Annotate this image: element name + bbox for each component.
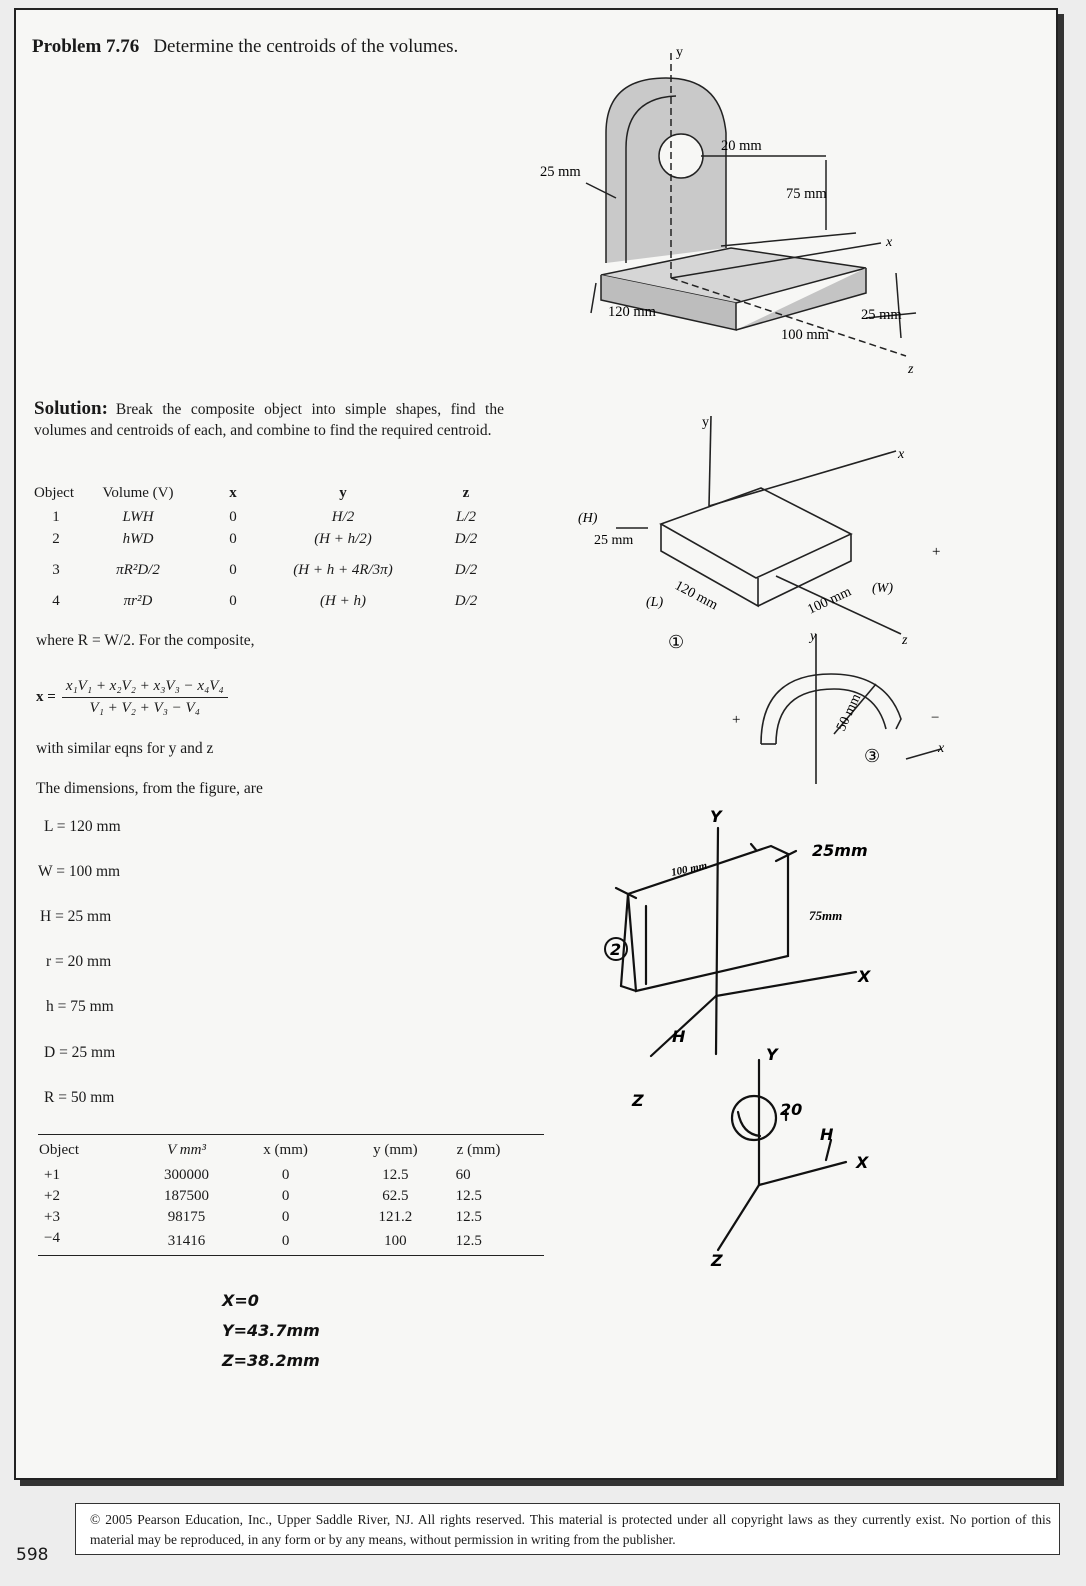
formula-denominator: V₁ + V₂ + V₃ − V₄ xyxy=(89,700,200,716)
table-cell: (H + h) xyxy=(320,592,366,609)
table-cell: (H + h/2) xyxy=(314,530,372,547)
axis-x-label: x xyxy=(886,235,893,250)
sketch1-H-label: (H) xyxy=(578,511,598,526)
sketch3-number: ③ xyxy=(864,746,881,766)
table2-header: V mm³ xyxy=(167,1141,206,1158)
sketch1-L-label: (L) xyxy=(646,595,664,610)
sketch1-number: ① xyxy=(668,632,685,652)
table1-header-row xyxy=(34,480,514,506)
table-cell: D/2 xyxy=(454,530,478,547)
centroid-formula-table xyxy=(34,480,514,612)
answer-z: Z=38.2mm xyxy=(222,1351,320,1370)
table1-header: Volume (V) xyxy=(102,484,174,501)
table-cell: −4 xyxy=(44,1230,60,1246)
answer-y: Y=43.7mm xyxy=(222,1321,320,1340)
table-cell: 121.2 xyxy=(378,1209,413,1225)
table1-header: z xyxy=(462,484,470,501)
hand-sketch-number: 2 xyxy=(610,940,622,959)
hand-sketch-cylinder xyxy=(656,1040,896,1270)
page-sheet xyxy=(14,8,1058,1480)
sketch1-x-label: x xyxy=(898,447,905,462)
table-cell: hWD xyxy=(122,530,154,547)
table-cell: +2 xyxy=(44,1188,60,1204)
centroid-formula xyxy=(36,678,228,717)
hand-sketch-H2-label: H xyxy=(820,1125,834,1144)
hand-sketch-20: 20 xyxy=(780,1100,803,1119)
table-cell: 12.5 xyxy=(455,1188,482,1204)
table-cell: 12.5 xyxy=(455,1233,482,1249)
dim-H: H = 25 mm xyxy=(40,908,112,925)
table-cell: 0 xyxy=(281,1188,290,1204)
table2-header: z (mm) xyxy=(456,1141,501,1158)
table-cell: 0 xyxy=(281,1209,290,1225)
composite-line: where R = W/2. For the composite, xyxy=(36,632,255,649)
hand-sketch-z2-label: Z xyxy=(711,1251,723,1270)
table-cell: 100 xyxy=(384,1233,407,1249)
sketch1-120mm: 120 mm xyxy=(672,578,721,614)
table-cell: 0 xyxy=(229,592,237,609)
sketch1-plus: + xyxy=(932,544,941,560)
table-cell: D/2 xyxy=(454,592,478,609)
table-cell: 2 xyxy=(52,530,60,547)
dim-25mm-left: 25 mm xyxy=(540,164,581,180)
table-row xyxy=(38,1186,544,1207)
table-cell: 98175 xyxy=(167,1209,206,1225)
dim-h: h = 75 mm xyxy=(46,998,114,1015)
table-cell: (H + h + 4R/3π) xyxy=(293,561,393,578)
table-cell: +1 xyxy=(44,1167,60,1183)
sketch1-z-label: z xyxy=(902,633,908,648)
hand-sketch-x-label: X xyxy=(858,967,871,986)
hand-sketch-y-label: Y xyxy=(710,807,722,826)
table-cell: 60 xyxy=(455,1167,471,1183)
sketch3-plus: + xyxy=(732,712,741,728)
problem-title xyxy=(32,36,458,58)
dim-120mm: 120 mm xyxy=(608,304,656,320)
table-cell: πr²D xyxy=(123,592,153,609)
table2-header: Object xyxy=(39,1141,79,1158)
answer-x: X=0 xyxy=(222,1291,259,1310)
problem-statement: Determine the centroids of the volumes. xyxy=(153,36,459,57)
dim-25mm-right: 25 mm xyxy=(861,307,902,323)
solution-paragraph xyxy=(34,398,504,441)
table-cell: 0 xyxy=(229,561,237,578)
table-row xyxy=(34,590,514,612)
solution-heading: Solution: xyxy=(34,398,108,419)
table-cell: 1 xyxy=(52,508,60,525)
hand-sketch-75mm: 75mm xyxy=(809,908,843,923)
sketch3-x-label: x xyxy=(938,741,945,756)
sketch1-25mm: 25 mm xyxy=(594,533,634,548)
table-row xyxy=(38,1228,544,1256)
table-row xyxy=(34,528,514,550)
dim-r: r = 20 mm xyxy=(46,953,112,970)
table1-header: Object xyxy=(34,484,74,501)
sketch-base-plate xyxy=(576,406,956,656)
table-cell: 62.5 xyxy=(382,1188,409,1204)
hand-sketch-z-label: Z xyxy=(632,1091,644,1110)
table2-header-row xyxy=(38,1135,544,1166)
table-cell: 12.5 xyxy=(382,1167,409,1183)
table2-header: x (mm) xyxy=(263,1141,308,1158)
sketch3-50mm: 50 mm xyxy=(834,691,865,734)
axis-z-label: z xyxy=(908,362,914,377)
table-cell: 187500 xyxy=(164,1188,210,1204)
table-cell: 12.5 xyxy=(455,1209,482,1225)
formula-lhs: x = xyxy=(36,689,56,705)
table1-header: x xyxy=(229,484,237,501)
table-row xyxy=(38,1165,544,1186)
sketch3-y-label: y xyxy=(810,629,817,644)
sketch1-W-label: (W) xyxy=(872,581,893,596)
dim-20mm: 20 mm xyxy=(721,138,762,154)
table-cell: 4 xyxy=(52,592,60,609)
hand-sketch-H-label: H xyxy=(672,1027,686,1046)
hand-sketch-y2-label: Y xyxy=(766,1045,778,1064)
table-cell: LWH xyxy=(122,508,154,525)
handwritten-answer xyxy=(222,1286,320,1376)
dim-R: R = 50 mm xyxy=(44,1089,115,1106)
table-cell: H/2 xyxy=(331,508,355,525)
formula-numerator: x₁V₁ + x₂V₂ + x₃V₃ − x₄V₄ xyxy=(62,678,228,698)
dim-L: L = 120 mm xyxy=(44,818,121,835)
page-number: 598 xyxy=(16,1545,49,1565)
table-cell: L/2 xyxy=(455,508,476,525)
similar-equations-line: with similar eqns for y and z xyxy=(36,740,214,757)
dim-100mm: 100 mm xyxy=(781,327,829,343)
bracket-figure xyxy=(536,38,936,378)
dimensions-intro: The dimensions, from the figure, are xyxy=(36,780,263,797)
table-cell: 3 xyxy=(52,561,60,578)
axis-y-label: y xyxy=(676,45,683,60)
sketch1-y-label: y xyxy=(702,415,709,430)
problem-label: Problem 7.76 xyxy=(32,36,140,57)
table2-header: y (mm) xyxy=(373,1141,418,1158)
table-cell: +3 xyxy=(44,1209,60,1225)
table-cell: 31416 xyxy=(167,1233,206,1249)
table1-header: y xyxy=(339,484,347,501)
table-cell: 0 xyxy=(281,1233,290,1249)
table-row xyxy=(34,506,514,528)
results-table xyxy=(38,1134,544,1256)
sketch-half-cylinder xyxy=(716,624,976,794)
table-cell: 300000 xyxy=(164,1167,210,1183)
table-cell: 0 xyxy=(281,1167,290,1183)
solution-text: Break the composite object into simple shapes, find the volumes and centroids of each, and combine to find the required centroid. xyxy=(34,401,504,439)
dim-D: D = 25 mm xyxy=(44,1044,116,1061)
sketch3-minus: − xyxy=(931,710,940,726)
table-cell: πR²D/2 xyxy=(116,561,160,578)
table-row xyxy=(38,1207,544,1228)
hand-sketch-25mm: 25mm xyxy=(812,841,868,860)
hand-sketch-100mm: 100 mm xyxy=(670,859,709,879)
table-cell: 0 xyxy=(229,508,237,525)
copyright-footer: © 2005 Pearson Education, Inc., Upper Saddle River, NJ. All rights reserved. This material is protected under all copyright laws as they currently exist. No portion of this material may be reproduced, in any form or by any means, without permission in writing from the publisher. xyxy=(75,1503,1060,1555)
dim-W: W = 100 mm xyxy=(38,863,121,880)
dim-75mm: 75 mm xyxy=(786,186,827,202)
table-row xyxy=(34,550,514,590)
table-cell: D/2 xyxy=(454,561,478,578)
hand-sketch-x2-label: X xyxy=(856,1153,869,1172)
table-cell: 0 xyxy=(229,530,237,547)
sketch1-100mm: 100 mm xyxy=(805,584,854,618)
